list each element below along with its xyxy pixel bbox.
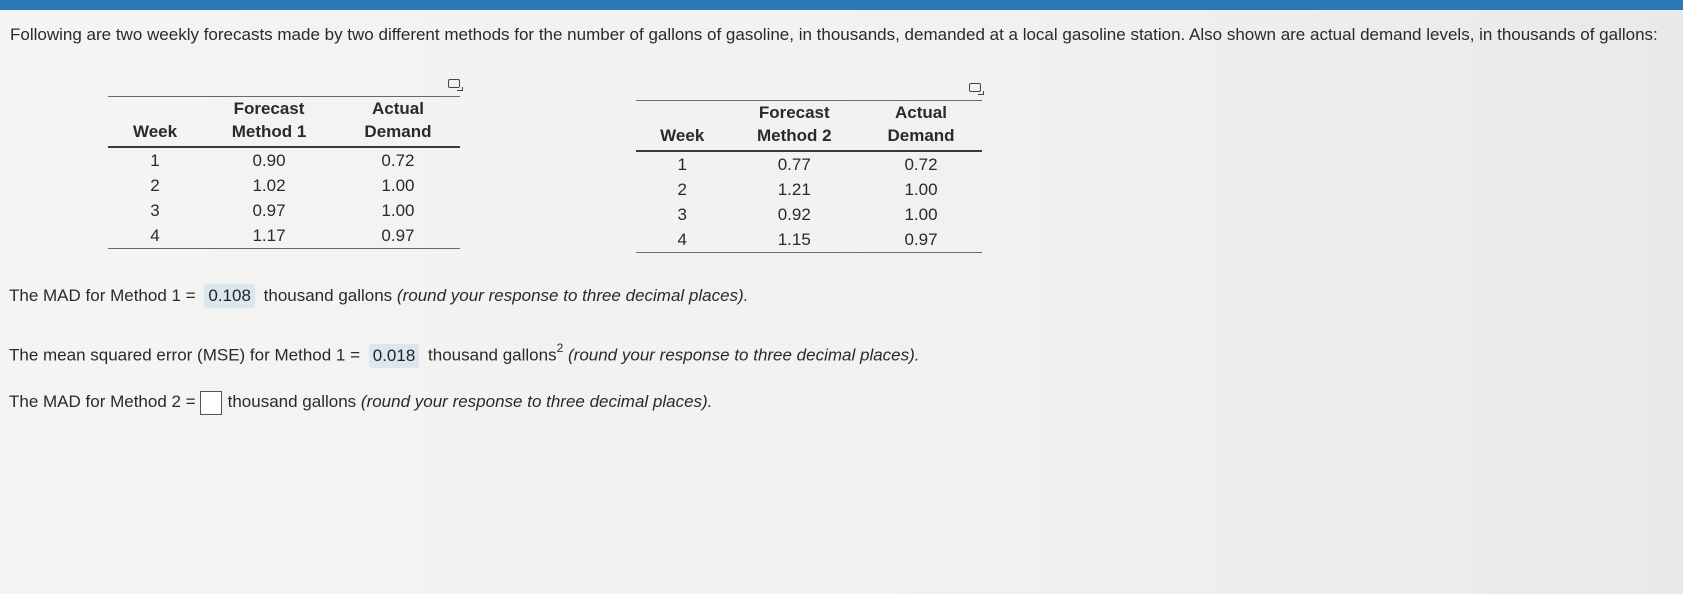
actual-cell: 1.00	[381, 176, 415, 195]
question-prefix: The MAD for Method 1 =	[9, 286, 196, 305]
forecast-table-method-1	[108, 96, 460, 249]
mse-method-1-answer: 0.018	[369, 344, 420, 368]
table-row	[636, 151, 982, 177]
table-row	[636, 177, 982, 202]
week-cell: 4	[636, 227, 728, 253]
forecast-cell: 0.97	[252, 201, 286, 220]
mse-method-1-question	[9, 338, 920, 368]
week-cell: 4	[108, 223, 202, 249]
actual-cell: 0.72	[904, 155, 938, 174]
table-row	[636, 202, 982, 227]
mad-method-1-answer: 0.108	[204, 284, 255, 308]
question-prefix: The MAD for Method 2 =	[9, 392, 196, 411]
week-cell: 1	[150, 151, 160, 170]
column-header-actual: Actual Demand	[860, 101, 982, 152]
column-header-forecast: Forecast Method 1	[202, 97, 336, 148]
question-unit: thousand gallons	[428, 345, 557, 365]
week-cell: 1	[677, 155, 687, 174]
forecast-cell: 0.77	[777, 155, 811, 174]
forecast-cell: 1.17	[202, 223, 336, 249]
column-header-forecast: Forecast Method 2	[728, 101, 860, 152]
copy-table-icon[interactable]	[448, 79, 460, 88]
forecast-table-method-2	[636, 100, 982, 253]
actual-cell: 0.97	[860, 227, 982, 253]
unit-exponent: 2	[556, 341, 564, 355]
week-cell: 3	[150, 201, 160, 220]
actual-cell: 0.97	[336, 223, 460, 249]
top-accent-bar	[0, 0, 1683, 10]
table-row	[636, 227, 982, 253]
actual-cell: 1.00	[904, 205, 938, 224]
actual-cell: 1.00	[381, 201, 415, 220]
copy-table-icon[interactable]	[969, 83, 981, 92]
forecast-cell: 1.02	[252, 176, 286, 195]
week-cell: 2	[677, 180, 687, 199]
table-row	[108, 198, 460, 223]
mad-method-1-question	[9, 284, 748, 308]
column-header-week: Week	[636, 101, 728, 152]
table-row	[108, 223, 460, 249]
question-unit: thousand gallons	[263, 286, 393, 305]
forecast-cell: 0.90	[252, 151, 286, 170]
mad-method-2-answer-input[interactable]	[200, 391, 222, 415]
question-prefix: The mean squared error (MSE) for Method 1 =	[9, 345, 361, 365]
column-header-week: Week	[108, 97, 202, 148]
question-unit: thousand gallons	[227, 392, 357, 411]
rounding-hint: (round your response to three decimal places).	[396, 286, 749, 305]
problem-statement: Following are two weekly forecasts made by two different methods for the number of gallons of gasoline, in thousands, demanded at a local gasoline station. Also shown are actual demand levels, in thousands of gallons:	[10, 25, 1658, 44]
mad-method-2-question	[9, 390, 712, 415]
actual-cell: 0.72	[381, 151, 415, 170]
actual-cell: 1.00	[904, 180, 938, 199]
week-cell: 3	[677, 205, 687, 224]
rounding-hint: (round your response to three decimal places).	[360, 392, 713, 411]
table-row	[108, 147, 460, 173]
forecast-cell: 1.21	[777, 180, 811, 199]
forecast-cell: 0.92	[777, 205, 811, 224]
rounding-hint: (round your response to three decimal places).	[568, 345, 920, 365]
forecast-cell: 1.15	[728, 227, 860, 253]
table-row	[108, 173, 460, 198]
column-header-actual: Actual Demand	[336, 97, 460, 148]
week-cell: 2	[150, 176, 160, 195]
